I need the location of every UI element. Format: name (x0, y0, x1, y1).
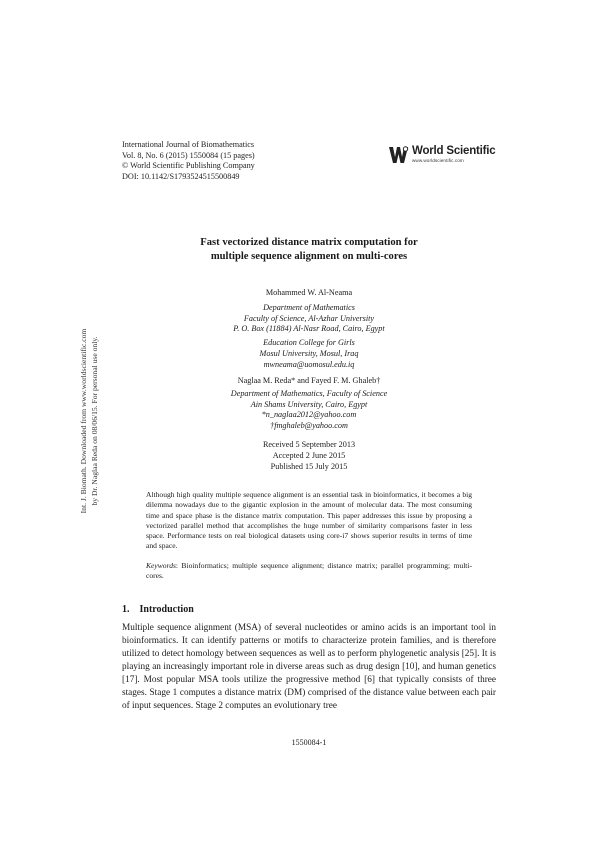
abstract: Although high quality multiple sequence alignment is an essential task in bioinformatics, it becomes a big dilemma nowadays due to the gigantic explosion in the amount of molecular data. The most consuming time and space phase is the distance matrix computation. This paper addresses this issue by proposing a vectorized parallel method that accomplishes the huge number of similarity comparisons faster in less space. Performance tests on real biological datasets using core-i7 shows superior results in terms of time and space. (146, 490, 472, 551)
download-note-line2: by Dr. Naglaa Reda on 08/06/15. For personal use only. (90, 336, 99, 506)
author1-name: Mohammed W. Al-Neama (265, 288, 353, 297)
author2-names: Naglaa M. Reda* and Fayed F. M. Ghaleb† (237, 376, 381, 385)
journal-volume: Vol. 8, No. 6 (2015) 1550084 (15 pages) (122, 150, 255, 160)
paper-title (122, 236, 496, 263)
download-note-line1: Int. J. Biomath. Downloaded from www.worldscientific.com (79, 328, 88, 514)
page-number: 1550084-1 (291, 738, 327, 747)
author2-aff-line1: Department of Mathematics, Faculty of Science (230, 388, 388, 398)
dates-block (122, 440, 496, 472)
keywords-text: : Bioinformatics; multiple sequence alignment; distance matrix; parallel programming; multi-cores. (146, 561, 472, 581)
section-title: Introduction (139, 604, 194, 615)
publisher-logo (388, 144, 496, 166)
title-line2: multiple sequence alignment on multi-cores (210, 250, 408, 262)
section-heading (122, 604, 204, 615)
author1-aff1-line3: P. O. Box (11884) Al-Nasr Road, Cairo, Egypt (233, 324, 385, 334)
journal-info (122, 140, 255, 182)
world-scientific-logo-icon (388, 144, 410, 166)
section-number: 1. (122, 604, 130, 615)
title-line1: Fast vectorized distance matrix computation for (200, 237, 418, 248)
author1-aff1-line2: Faculty of Science, Al-Azhar University (243, 313, 375, 323)
journal-doi: DOI: 10.1142/S1793524515500849 (122, 171, 240, 181)
author1-email: mwneama@uomosul.edu.iq (263, 359, 355, 369)
author2-email2: †fmghaleb@yahoo.com (270, 421, 348, 431)
author1-aff2-line2: Mosul University, Mosul, Iraq (259, 348, 359, 358)
author1-block (122, 288, 496, 371)
keywords-label: Keywords (146, 561, 176, 570)
author1-aff1-line1: Department of Mathematics (263, 302, 355, 312)
keywords (146, 561, 472, 582)
journal-name: International Journal of Biomathematics (122, 140, 255, 149)
received-date: Received 5 September 2013 (262, 440, 356, 449)
author1-aff2-line1: Education College for Girls (263, 338, 355, 348)
journal-copyright: © World Scientific Publishing Company (122, 161, 255, 171)
author2-block (122, 376, 496, 432)
intro-paragraph: Multiple sequence alignment (MSA) of several nucleotides or amino acids is an important tool in bioinformatics. It can identify patterns or motifs to characterize protein families, and is therefore utilized to detect homology between sequences as well as to perform phylogenetic analysis [25]. It is playing an increasingly important role in diverse areas such as drug design [10], and human genetics [17]. Most popular MSA tools utilize the progressive method [6] that typically consists of three stages. Stage 1 computes a distance matrix (DM) comprised of the distance value between each pair of input sequences. Stage 2 computes an evolutionary tree (122, 623, 496, 712)
logo-tagline: www.worldscientific.com (412, 158, 464, 163)
download-note (78, 296, 100, 546)
author2-aff-line2: Ain Shams University, Cairo, Egypt (250, 399, 368, 409)
accepted-date: Accepted 2 June 2015 (272, 450, 346, 460)
author2-email1: *n_naglaa2012@yahoo.com (261, 410, 357, 420)
logo-name: World Scientific (412, 145, 496, 157)
published-date: Published 15 July 2015 (270, 461, 348, 471)
